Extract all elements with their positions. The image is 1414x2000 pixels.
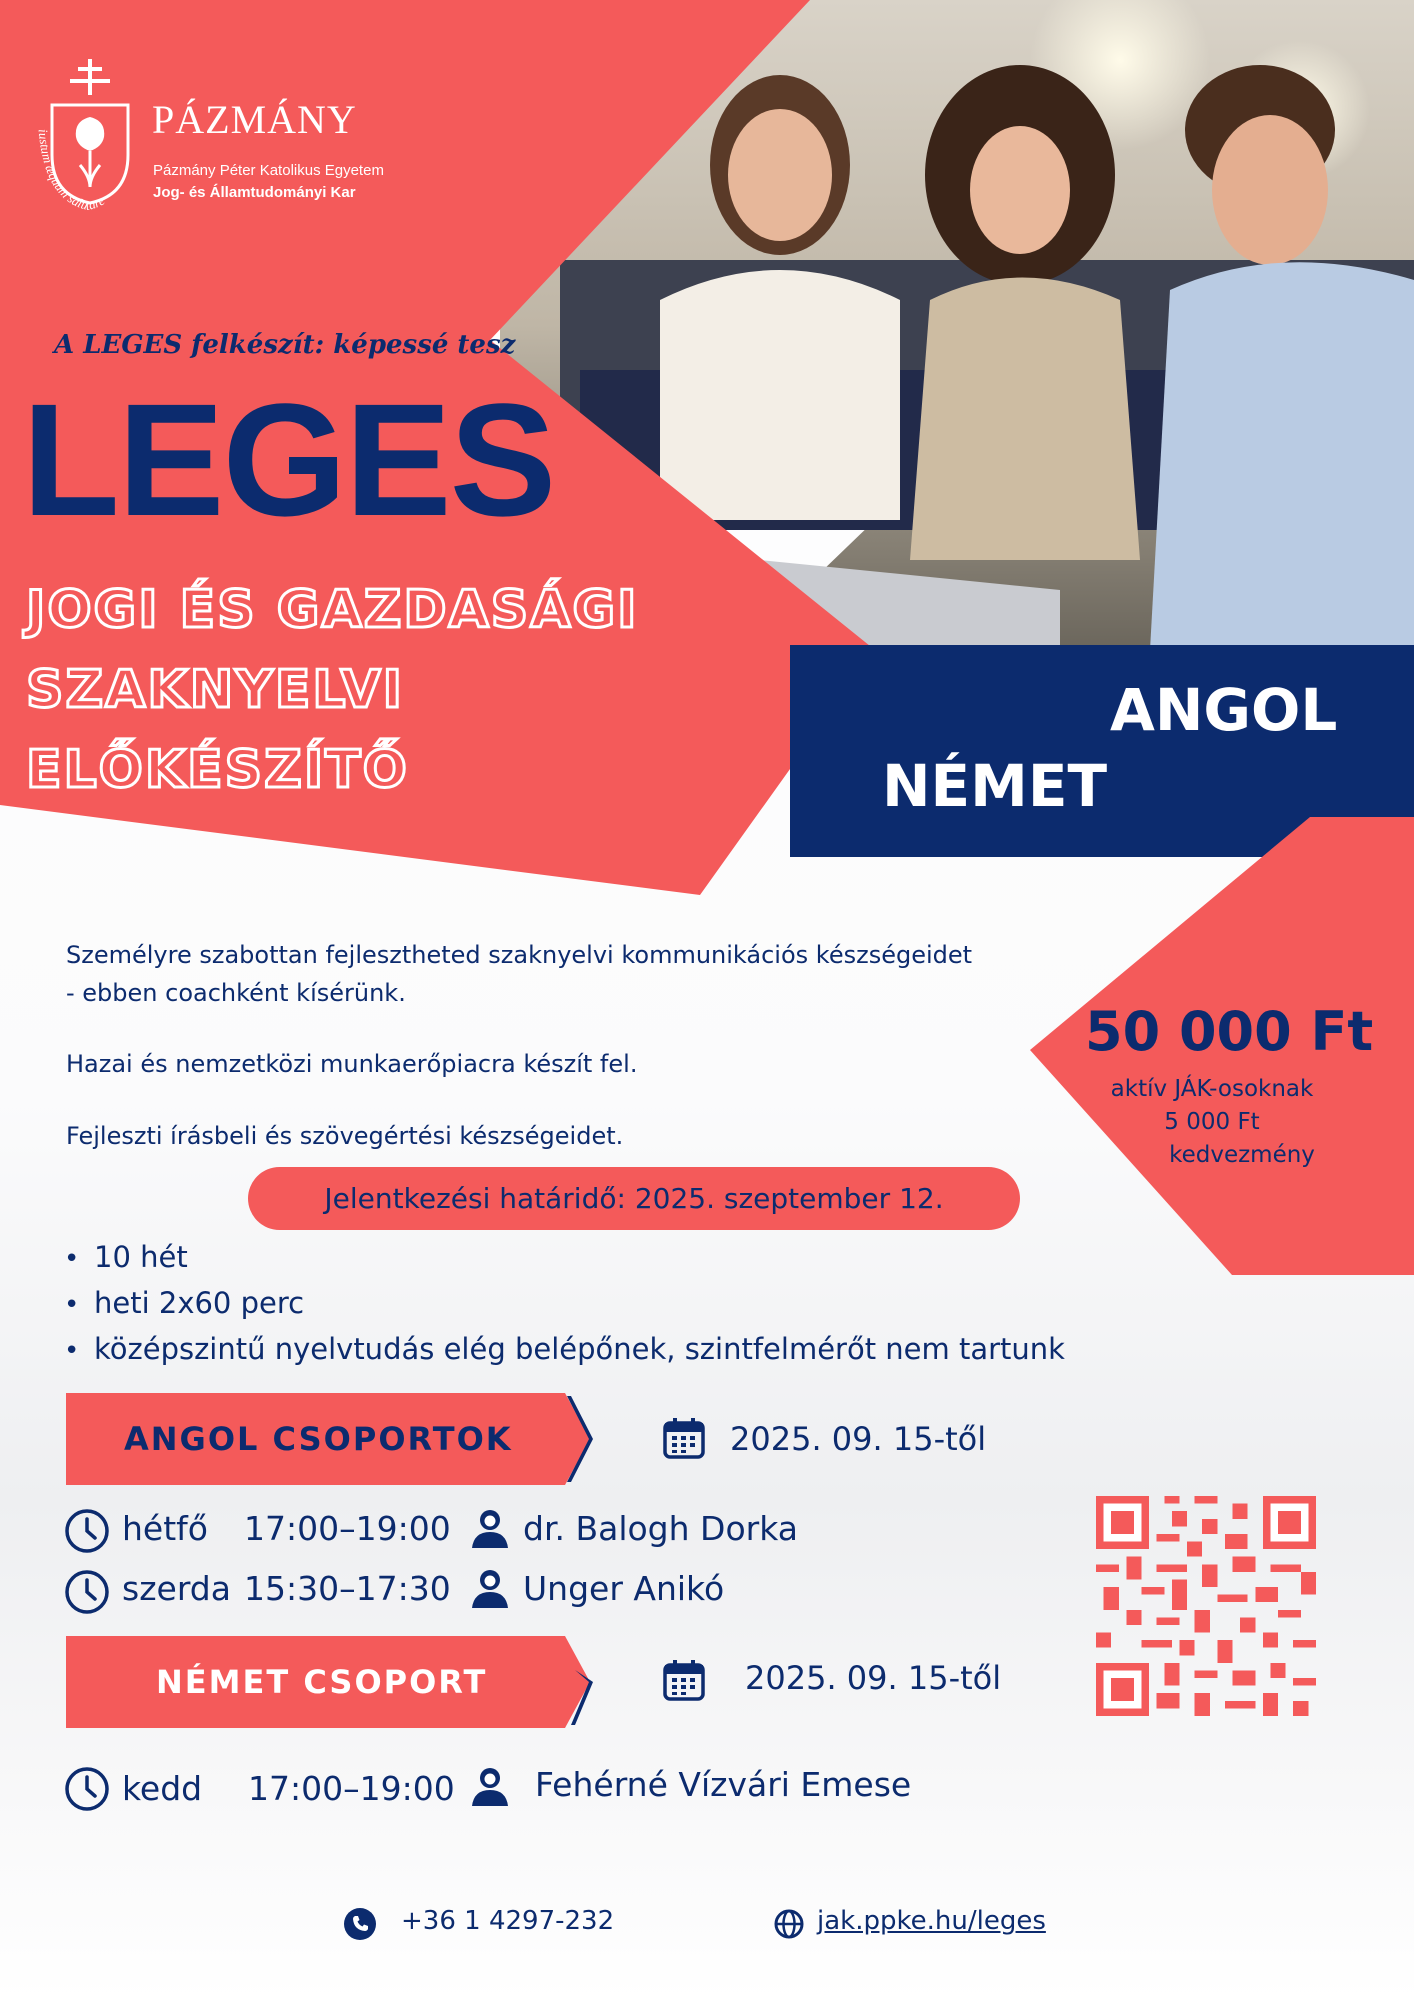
language-german: NÉMET bbox=[882, 752, 1108, 820]
teacher-name: Unger Anikó bbox=[523, 1569, 725, 1608]
price-note-line: kedvezmény bbox=[1169, 1142, 1315, 1168]
list-item: • 10 hét bbox=[64, 1234, 1065, 1280]
schedule-time: 17:00–19:00 bbox=[244, 1509, 451, 1548]
schedule-time: 17:00–19:00 bbox=[248, 1769, 455, 1808]
brand-name: PÁZMÁNY bbox=[152, 97, 357, 142]
english-groups-label: ANGOL CSOPORTOK bbox=[124, 1420, 513, 1458]
description-1: Személyre szabottan fejlesztheted szaknyelvi kommunikációs készségeidet - ebben coachként kísérünk. bbox=[66, 941, 973, 1007]
clock-icon bbox=[64, 1508, 110, 1554]
german-start-date: 2025. 09. 15-től bbox=[745, 1659, 1002, 1697]
calendar-icon bbox=[662, 1416, 706, 1460]
person-icon bbox=[470, 1508, 510, 1548]
program-title: LEGES bbox=[22, 370, 555, 549]
clock-icon bbox=[64, 1766, 110, 1812]
person-icon bbox=[470, 1568, 510, 1608]
feature-list bbox=[64, 1234, 1065, 1372]
teacher-name: Fehérné Vízvári Emese bbox=[535, 1765, 912, 1804]
price-note-line: aktív JÁK-osoknak bbox=[1110, 1076, 1314, 1102]
website-link[interactable]: jak.ppke.hu/leges bbox=[817, 1906, 1046, 1936]
description-3: Fejleszti írásbeli és szövegértési készségeidet. bbox=[66, 1122, 624, 1150]
subtitle-line-2: SZAKNYELVI bbox=[26, 660, 404, 720]
schedule-time: 15:30–17:30 bbox=[244, 1569, 451, 1608]
price-note-line: 5 000 Ft bbox=[1164, 1109, 1260, 1135]
globe-icon bbox=[773, 1908, 805, 1940]
calendar-icon bbox=[662, 1658, 706, 1702]
list-item: • heti 2x60 perc bbox=[64, 1280, 1065, 1326]
price-amount: 50 000 Ft bbox=[1085, 1000, 1374, 1063]
tagline: A LEGES felkészít: képessé tesz bbox=[54, 330, 516, 360]
language-english: ANGOL bbox=[1110, 676, 1338, 744]
description-2: Hazai és nemzetközi munkaerőpiacra készít fel. bbox=[66, 1050, 638, 1078]
schedule-day: szerda bbox=[122, 1569, 231, 1608]
qr-code[interactable] bbox=[1096, 1496, 1316, 1716]
schedule-day: hétfő bbox=[122, 1509, 208, 1548]
deadline-badge: Jelentkezési határidő: 2025. szeptember 12. bbox=[248, 1167, 1020, 1230]
person-icon bbox=[470, 1766, 510, 1806]
list-item: • középszintű nyelvtudás elég belépőnek, szintfelmérőt nem tartunk bbox=[64, 1326, 1065, 1372]
svg-text:iustum æquum salutare: iustum æquum salutare bbox=[35, 128, 108, 214]
clock-icon bbox=[64, 1569, 110, 1615]
university-name: Pázmány Péter Katolikus Egyetem bbox=[153, 162, 384, 179]
subtitle-line-3: ELŐKÉSZÍTŐ bbox=[26, 740, 409, 800]
schedule-day: kedd bbox=[122, 1769, 203, 1808]
english-start-date: 2025. 09. 15-től bbox=[730, 1420, 987, 1458]
faculty-name: Jog- és Államtudományi Kar bbox=[153, 184, 356, 201]
teacher-name: dr. Balogh Dorka bbox=[523, 1509, 798, 1548]
phone-number[interactable]: +36 1 4297-232 bbox=[401, 1906, 615, 1936]
phone-icon bbox=[344, 1908, 376, 1940]
subtitle-line-1: JOGI ÉS GAZDASÁGI bbox=[26, 580, 639, 640]
german-group-label: NÉMET CSOPORT bbox=[156, 1663, 488, 1701]
motto-text bbox=[18, 70, 158, 220]
price-discount-note bbox=[1092, 1073, 1332, 1172]
